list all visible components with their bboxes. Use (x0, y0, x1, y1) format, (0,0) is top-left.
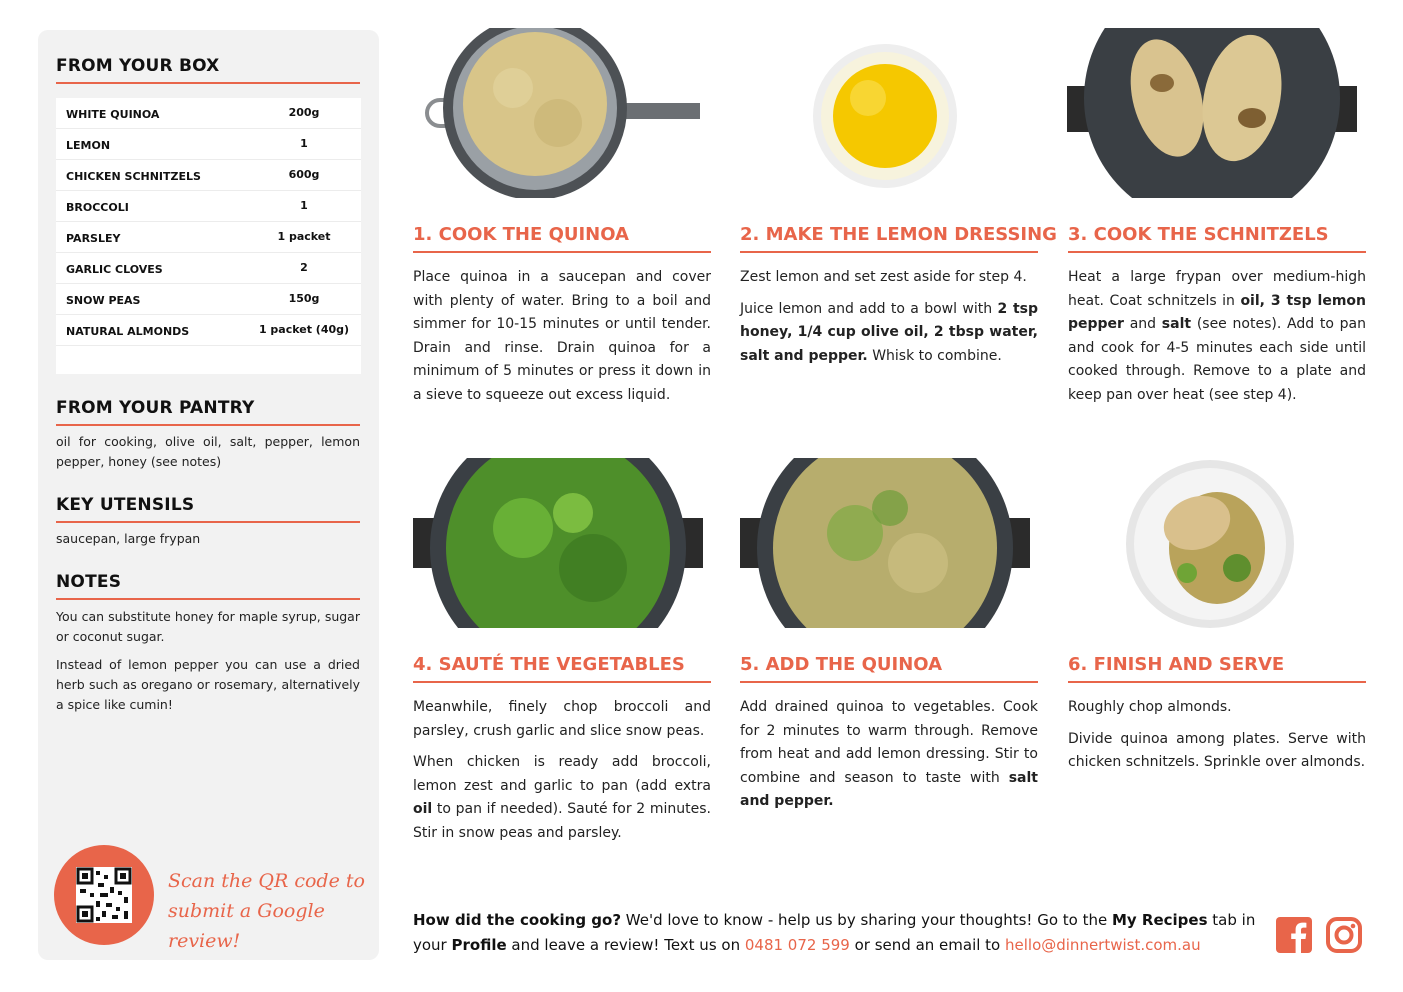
ingredient-qty: 200g (288, 106, 320, 119)
pantry-text: oil for cooking, olive oil, salt, pepper, lemon pepper, honey (see notes) (56, 434, 360, 469)
footer-question: How did the cooking go? (413, 911, 622, 929)
table-row (56, 98, 361, 129)
ingredient-name: NATURAL ALMONDS (66, 325, 190, 338)
step-3-body (1068, 266, 1366, 415)
phone-link[interactable]: 0481 072 599 (744, 936, 850, 954)
step-5-body (740, 696, 1038, 822)
table-row (56, 160, 361, 191)
text: and leave a review! Text us on (506, 936, 745, 954)
step-paragraph (740, 696, 1038, 814)
key-utensils-title: KEY UTENSILS (56, 495, 360, 523)
bold-text: salt and pepper. (740, 769, 1038, 809)
instagram-icon[interactable] (1325, 916, 1363, 954)
step-1-title: 1. COOK THE QUINOA (413, 224, 711, 253)
step-2-body (740, 266, 1038, 376)
text: We'd love to know - help us by sharing your thoughts! Go to the (621, 911, 1112, 929)
from-your-pantry-title: FROM YOUR PANTRY (56, 398, 360, 426)
sidebar (38, 30, 379, 960)
step-4-body (413, 696, 711, 853)
step-paragraph (1068, 266, 1366, 407)
schnitzels-pan-photo (1067, 28, 1357, 198)
step-paragraph: Divide quinoa among plates. Serve with chicken schnitzels. Sprinkle over almonds. (1068, 730, 1366, 770)
table-row (56, 222, 361, 253)
text: to pan if needed). Sauté for 2 minutes. Stir in snow peas and parsley. (413, 801, 711, 841)
qr-code-icon[interactable] (76, 867, 132, 923)
vegetables-pan-photo (413, 458, 703, 628)
bold-text: oil (413, 801, 433, 817)
ingredient-qty: 1 packet (40g) (258, 323, 350, 336)
ingredient-name: GARLIC CLOVES (66, 263, 163, 276)
ingredient-name: WHITE QUINOA (66, 108, 160, 121)
text: Add drained quinoa to vegetables. Cook for 2 minutes to warm through. Remove from heat and add lemon dressing. Stir to combine and season to taste with (740, 699, 1038, 786)
step-5-title: 5. ADD THE QUINOA (740, 654, 1038, 683)
qr-caption-line: submit a Google review! (168, 900, 325, 952)
qr-badge[interactable] (54, 845, 154, 945)
ingredients-table (56, 98, 361, 374)
step-paragraph: Roughly chop almonds. (1068, 699, 1232, 715)
table-row (56, 191, 361, 222)
bold-text: 2 tsp honey, 1/4 cup olive oil, 2 tbsp water, salt and pepper. (740, 300, 1039, 364)
quinoa-pot-photo (413, 28, 703, 198)
step-paragraph (413, 751, 711, 845)
text: Whisk to combine. (867, 347, 1002, 364)
bold-text: Profile (451, 936, 507, 954)
review-footer (413, 908, 1263, 958)
finished-plate-photo (1067, 458, 1357, 628)
text: (see notes). Add to pan and cook for 4-5 minutes each side until cooked through. Remove to a plate and keep pan over heat (see step 4). (1068, 316, 1366, 403)
notes-title: NOTES (56, 572, 360, 600)
bold-text: My Recipes (1111, 911, 1208, 929)
ingredient-name: SNOW PEAS (66, 294, 141, 307)
ingredient-qty: 600g (288, 168, 320, 181)
table-row (56, 253, 361, 284)
bold-text: oil, 3 tsp lemon pepper (1068, 292, 1366, 332)
bold-text: salt (1161, 316, 1192, 332)
text: Heat a large frypan over medium-high heat. Coat schnitzels in (1068, 269, 1366, 309)
step-3-title: 3. COOK THE SCHNITZELS (1068, 224, 1366, 253)
quinoa-vegetables-pan-photo (740, 458, 1030, 628)
text: tab in your (413, 911, 1256, 954)
ingredient-qty: 1 packet (277, 230, 331, 243)
table-row (56, 284, 361, 315)
text: and (1123, 316, 1162, 332)
step-paragraph: Zest lemon and set zest aside for step 4. (740, 269, 1027, 285)
ingredient-name: LEMON (66, 139, 111, 152)
from-your-box-title: FROM YOUR BOX (56, 56, 360, 84)
email-link[interactable]: hello@dinnertwist.com.au (1005, 936, 1201, 954)
step-1-body (413, 266, 711, 415)
ingredient-name: PARSLEY (66, 232, 121, 245)
note-paragraph: You can substitute honey for maple syrup, sugar or coconut sugar. (56, 609, 360, 644)
ingredient-qty: 1 (300, 199, 308, 212)
facebook-icon[interactable] (1275, 916, 1313, 954)
text: When chicken is ready add broccoli, lemon zest and garlic to pan (add extra (413, 754, 711, 794)
step-6-title: 6. FINISH AND SERVE (1068, 654, 1366, 683)
step-6-body (1068, 696, 1366, 783)
ingredient-qty: 1 (300, 137, 308, 150)
step-paragraph (740, 298, 1038, 369)
utensils-text: saucepan, large frypan (56, 531, 201, 546)
table-row (56, 315, 361, 346)
step-paragraph: Place quinoa in a saucepan and cover with plenty of water. Bring to a boil and simmer for 10-15 minutes or until tender. Drain and rinse. Drain quinoa for a minimum of 5 minutes or press it down in a sieve to squeeze out excess liquid. (413, 269, 711, 403)
notes-body (56, 607, 360, 723)
text: or send an email to (849, 936, 1005, 954)
qr-caption-line: Scan the QR code to (168, 870, 365, 892)
text: Juice lemon and add to a bowl with (740, 300, 998, 317)
ingredient-qty: 150g (288, 292, 320, 305)
step-paragraph: Meanwhile, finely chop broccoli and parsley, crush garlic and slice snow peas. (413, 699, 711, 739)
ingredient-name: CHICKEN SCHNITZELS (66, 170, 201, 183)
note-paragraph: Instead of lemon pepper you can use a dried herb such as oregano or rosemary, alternatively a spice like cumin! (56, 657, 360, 712)
table-row (56, 129, 361, 160)
ingredient-qty: 2 (300, 261, 308, 274)
step-4-title: 4. SAUTÉ THE VEGETABLES (413, 654, 711, 683)
qr-caption (168, 866, 368, 956)
step-2-title: 2. MAKE THE LEMON DRESSING (740, 224, 1038, 253)
lemon-dressing-photo (740, 28, 1030, 198)
ingredient-name: BROCCOLI (66, 201, 129, 214)
